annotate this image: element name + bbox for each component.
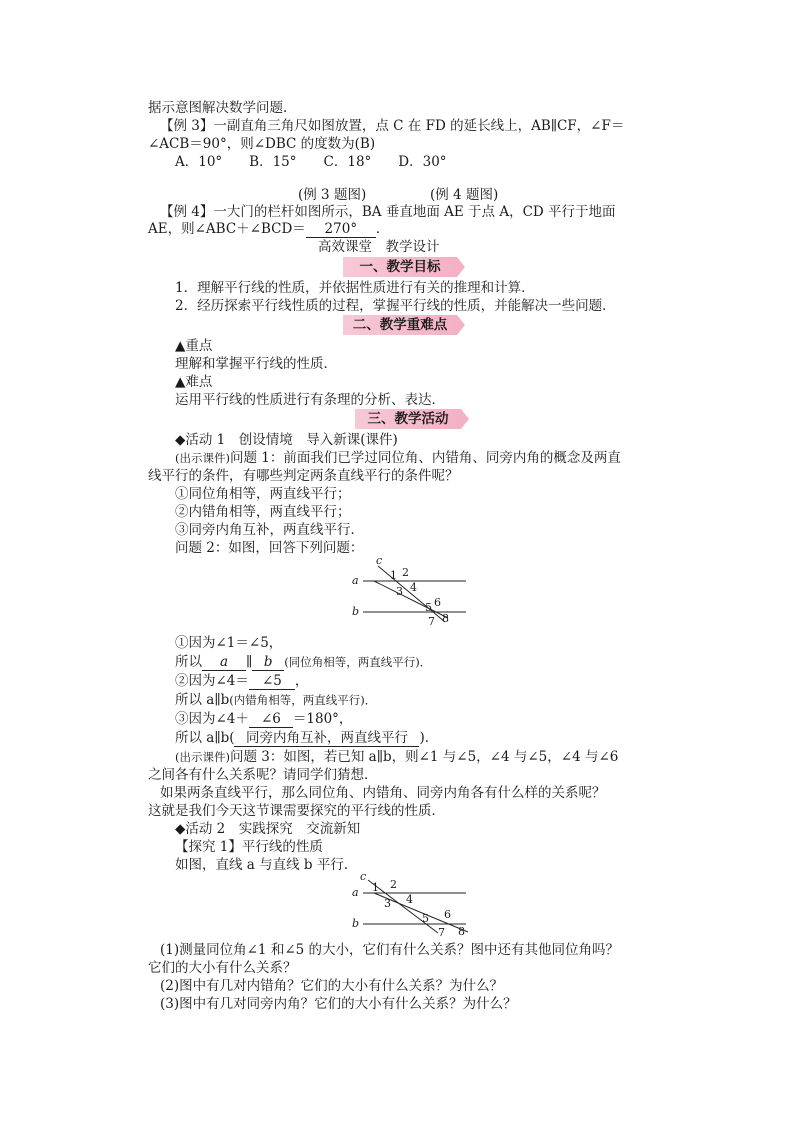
reasoning-2: ②因为∠4＝ ∠5 ，: [175, 673, 309, 689]
example-3-line2: ∠ACB＝90°，则∠DBC 的度数为(B): [148, 136, 376, 152]
goal-2: 2．经历探索平行线性质的过程，掌握平行线的性质，并能解决一些问题．: [175, 298, 616, 314]
figure-label: 8: [442, 612, 449, 625]
figure-label: 6: [444, 908, 451, 921]
answer-blank: 同旁内角互补，两直线平行: [234, 731, 419, 747]
figure-label: 3: [384, 897, 391, 910]
subquestion-3: (3)图中有几对同旁内角？它们的大小有什么关系？为什么？: [160, 996, 517, 1012]
answer-blank: ∠6: [249, 712, 293, 728]
text-line: 据示意图解决数学问题．: [148, 100, 297, 116]
subquestion-1-line1: (1)测量同位角∠1 和∠5 的大小，它们有什么关系？图中还有其他同位角吗？: [160, 942, 620, 958]
figure-label: 2: [402, 566, 409, 579]
key-heading: ▲重点: [175, 338, 213, 354]
activity-1-heading: ◆活动 1 创设情境 导入新课(课件): [175, 432, 398, 448]
paragraph-line1: 如果两条直线平行，那么同位角、内错角、同旁内角各有什么样的关系呢？: [160, 785, 606, 801]
activity-2-heading: ◆活动 2 实践探究 交流新知: [175, 821, 361, 837]
subquestion-1-line2: 它们的大小有什么关系？: [148, 960, 297, 976]
figure-label: b: [352, 605, 360, 618]
question-1-line2: 线平行的条件，有哪些判定两条直线平行的条件呢？: [148, 468, 459, 484]
condition-2: ②内错角相等，两直线平行；: [175, 504, 351, 520]
figure-label: c: [360, 872, 367, 883]
key-text: 理解和掌握平行线的性质．: [175, 356, 337, 372]
answer-blank: 270°: [306, 222, 376, 238]
figure-label: 4: [410, 581, 417, 594]
reasoning-2-conclusion: 所以 a∥b(内错角相等，两直线平行)．: [175, 692, 377, 708]
question-3-line1: (出示课件)问题 3：如图，若已知 a∥b，则∠1 与∠5，∠4 与∠5，∠4 与∠6: [175, 749, 619, 765]
answer-blank: a: [202, 655, 246, 671]
subquestion-2: (2)图中有几对内错角？它们的大小有什么关系？为什么？: [160, 978, 504, 994]
parallel-lines-figure-1: [348, 556, 472, 628]
figure-label: a: [352, 574, 359, 587]
section-course-title: 高效课堂 教学设计: [318, 239, 440, 255]
caption-example-4: (例 4 题图): [430, 187, 499, 203]
example-3-line1: 【例 3】一副直角三角尺如图放置，点 C 在 FD 的延长线上，AB∥CF，∠F＝: [160, 118, 625, 134]
example-4-line2: AE，则∠ABC＋∠BCD＝ 270° ．: [148, 221, 390, 237]
banner-key-points: 二、教学重难点: [343, 315, 457, 335]
parallel-lines-figure-2: [348, 872, 472, 938]
banner-teaching-activities: 三、教学活动: [355, 409, 461, 429]
reasoning-1-conclusion: 所以 a ∥ b (同位角相等，两直线平行)．: [175, 654, 432, 670]
figure-label: 6: [434, 596, 441, 609]
paragraph-line2: 这就是我们今天这节课需要探究的平行线的性质．: [148, 803, 445, 819]
example-4-line1: 【例 4】一大门的栏杆如图所示，BA 垂直地面 AE 于点 A，CD 平行于地面: [160, 204, 616, 220]
figure-label: 7: [438, 926, 445, 938]
figure-label: 4: [406, 893, 413, 906]
reasoning-3-conclusion: 所以 a∥b( 同旁内角互补，两直线平行 )．: [175, 730, 439, 746]
figure-label: 1: [372, 881, 379, 894]
figure-label: b: [352, 917, 360, 930]
exploration-1-text: 如图，直线 a 与直线 b 平行．: [175, 857, 358, 873]
answer-blank: ∠5: [249, 674, 295, 690]
question-2: 问题 2：如图，回答下列问题：: [175, 540, 364, 556]
figure-label: 5: [422, 912, 429, 925]
question-1-line1: (出示课件)问题 1：前面我们已学过同位角、内错角、同旁内角的概念及两直: [175, 450, 621, 466]
figure-label: 2: [390, 878, 397, 891]
difficulty-text: 运用平行线的性质进行有条理的分析、表达．: [175, 392, 445, 408]
reasoning-3: ③因为∠4＋ ∠6 ＝180°，: [175, 711, 353, 727]
reasoning-1: ①因为∠1＝∠5，: [175, 635, 283, 651]
figure-label: 8: [458, 925, 465, 938]
figure-label: c: [376, 556, 383, 567]
caption-example-3: (例 3 题图): [298, 187, 367, 203]
figure-label: a: [352, 886, 359, 899]
difficulty-heading: ▲难点: [175, 374, 213, 390]
figure-label: 3: [396, 585, 403, 598]
figure-label: 5: [425, 601, 432, 614]
condition-1: ①同位角相等，两直线平行；: [175, 486, 351, 502]
exploration-1-heading: 【探究 1】平行线的性质: [175, 839, 323, 855]
condition-3: ③同旁内角互补，两直线平行．: [175, 522, 364, 538]
figure-label: 7: [428, 615, 435, 628]
goal-1: 1．理解平行线的性质，并依据性质进行有关的推理和计算．: [175, 280, 535, 296]
banner-teaching-goals: 一、教学目标: [343, 257, 457, 277]
figure-label: 1: [390, 569, 397, 582]
question-3-line2: 之间各有什么关系呢？请同学们猜想．: [148, 767, 378, 783]
example-3-options: A．10° B．15° C．18° D．30°: [175, 154, 447, 170]
answer-blank: b: [252, 655, 284, 671]
